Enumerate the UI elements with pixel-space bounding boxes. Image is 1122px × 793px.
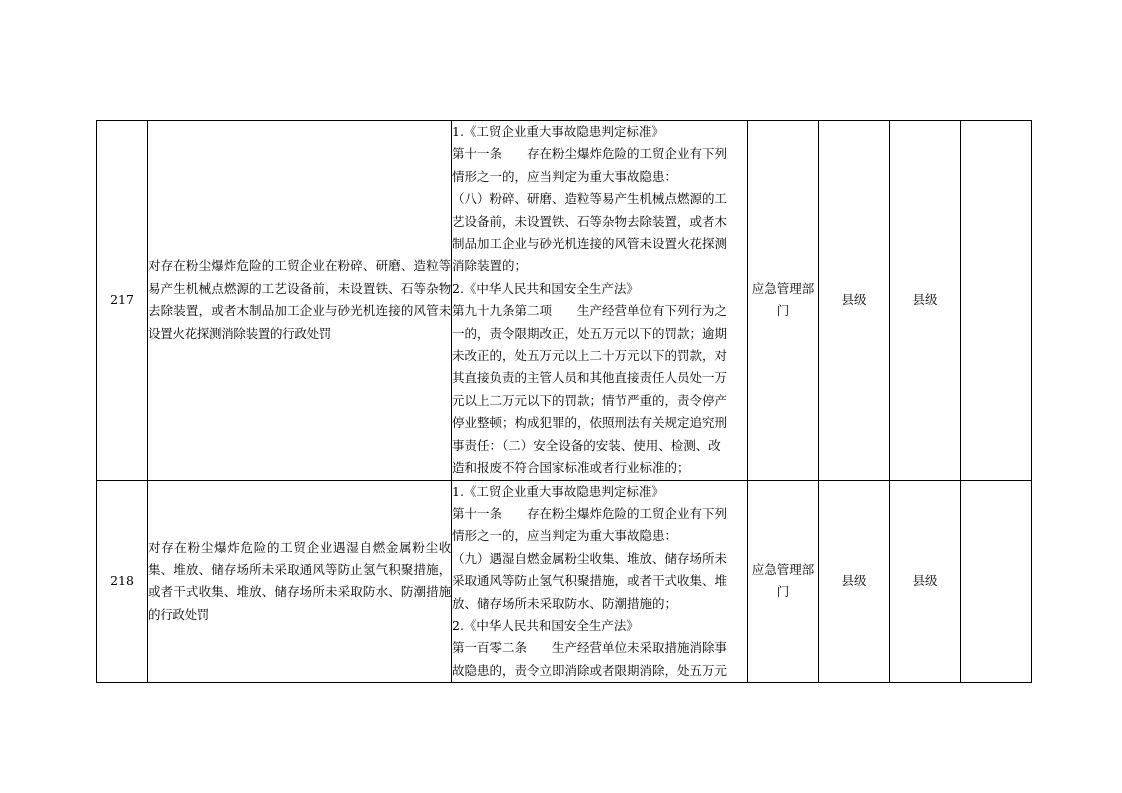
remarks-cell: [961, 121, 1032, 481]
implementing-department: 应急管理部门: [748, 480, 819, 683]
remarks-cell: [961, 480, 1032, 683]
item-name: 对存在粉尘爆炸危险的工贸企业遇湿自燃金属粉尘收集、堆放、储存场所未采取通风等防止氢气积聚措施，或者干式收集、堆放、储存场所未采取防水、防潮措施的行政处罚: [148, 480, 452, 683]
legal-basis: [452, 121, 748, 481]
basis-line: 造和报废不符合国家标准或者行业标准的；: [452, 460, 690, 476]
table-row: [97, 480, 1032, 683]
level-cell-a: 县级: [819, 121, 890, 481]
implementing-department: 应急管理部门: [748, 121, 819, 481]
basis-line: 情形之一的，应当判定为重大事故隐患：: [452, 168, 678, 184]
basis-line: 1.《工贸企业重大事故隐患判定标准》: [452, 124, 664, 139]
basis-line: 其直接负责的主管人员和其他直接责任人员处一万: [452, 370, 728, 386]
basis-line: 事责任：（二）安全设备的安装、使用、检测、改: [452, 437, 721, 453]
basis-line: （八）粉碎、研磨、造粒等易产生机械点燃源的工: [452, 191, 728, 207]
level-cell-b: 县级: [890, 480, 961, 683]
basis-line: （九）遇湿自燃金属粉尘收集、堆放、储存场所未: [452, 550, 728, 566]
basis-line: 采取通风等防止氢气积聚措施，或者干式收集、堆: [452, 573, 728, 589]
basis-line: 1.《工贸企业重大事故隐患判定标准》: [452, 483, 664, 499]
table-row: [97, 121, 1032, 481]
basis-line: 消除装置的；: [452, 258, 528, 274]
basis-line: 故隐患的，责令立即消除或者限期消除，处五万元: [452, 662, 728, 678]
level-cell-a: 县级: [819, 480, 890, 683]
level-cell-b: 县级: [890, 121, 961, 481]
basis-line: 停业整顿；构成犯罪的，依照刑法有关规定追究刑: [452, 415, 728, 431]
basis-line: 2.《中华人民共和国安全生产法》: [452, 617, 639, 633]
basis-line: 艺设备前，未设置铁、石等杂物去除装置，或者木: [452, 213, 728, 229]
basis-line: 未改正的，处五万元以上二十万元以下的罚款，对: [452, 348, 728, 364]
power-list-table: [96, 120, 1032, 683]
basis-line: 元以上二万元以下的罚款；情节严重的，责令停产: [452, 392, 728, 408]
basis-line: 2.《中华人民共和国安全生产法》: [452, 280, 639, 296]
basis-line: 第十一条 存在粉尘爆炸危险的工贸企业有下列: [452, 505, 728, 521]
basis-line: 放、储存场所未采取防水、防潮措施的；: [452, 595, 678, 611]
basis-line: 情形之一的，应当判定为重大事故隐患：: [452, 528, 678, 544]
row-number: 218: [97, 480, 148, 683]
item-name: 对存在粉尘爆炸危险的工贸企业在粉碎、研磨、造粒等易产生机械点燃源的工艺设备前，未设置铁、石等杂物去除装置，或者木制品加工企业与砂光机连接的风管未设置火花探测消除装置的行政处罚: [148, 121, 452, 481]
basis-line: 第十一条 存在粉尘爆炸危险的工贸企业有下列: [452, 146, 728, 162]
basis-line: 第一百零二条 生产经营单位未采取措施消除事: [452, 640, 728, 656]
basis-line: 一的，责令限期改正，处五万元以下的罚款；逾期: [452, 325, 728, 341]
basis-line: 制品加工企业与砂光机连接的风管未设置火花探测: [452, 236, 728, 252]
basis-line: 第九十九条第二项 生产经营单位有下列行为之: [452, 303, 728, 319]
legal-basis: [452, 480, 748, 683]
row-number: 217: [97, 121, 148, 481]
